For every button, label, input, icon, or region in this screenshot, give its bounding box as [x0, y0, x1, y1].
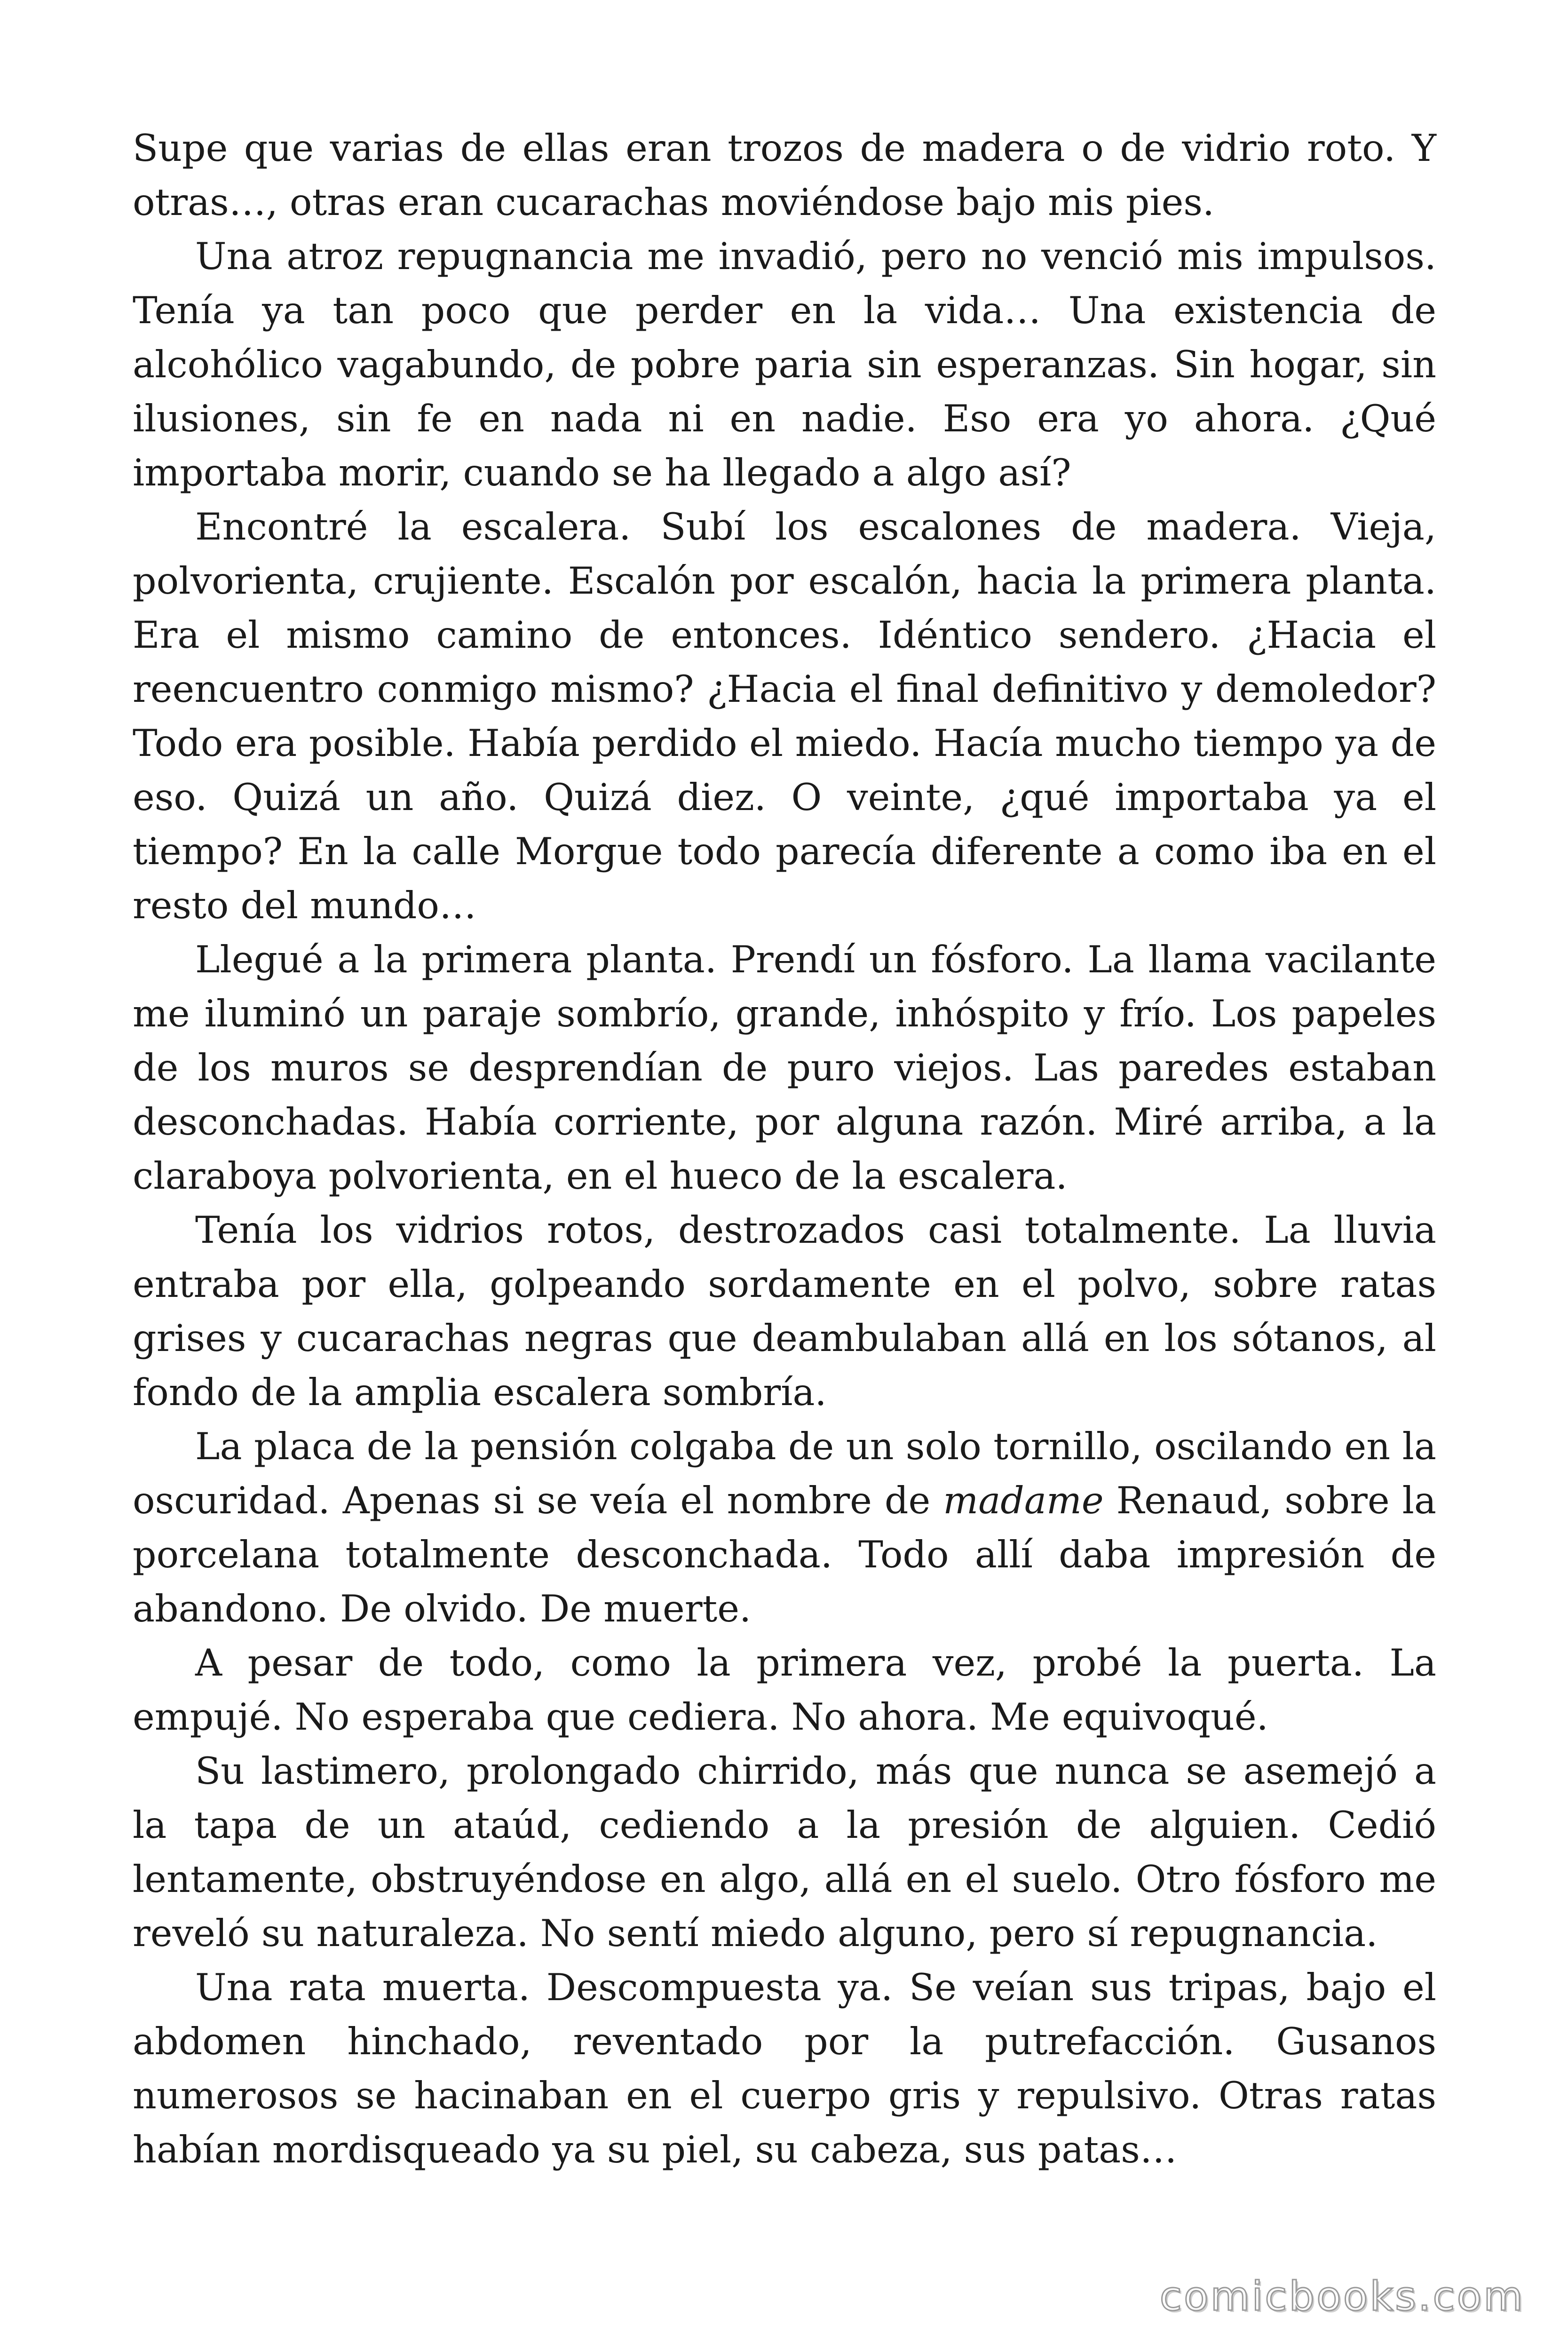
paragraph-8: Su lastimero, prolongado chirrido, más que nunca se asemejó a la tapa de un ataúd, cediendo a la presión de alguien. Cedió lentamente, obstruyéndose en algo, allá en el suelo. Otro fósforo me reveló su naturaleza. No sentí miedo alguno, pero sí repugnancia.: [133, 1749, 1436, 1955]
paragraph-2: Una atroz repugnancia me invadió, pero no venció mis impulsos. Tenía ya tan poco que perder en la vida… Una existencia de alcohólico vagabundo, de pobre paria sin esperanzas. Sin hogar, sin ilusiones, sin fe en nada ni en nadie. Eso era yo ahora. ¿Qué importaba morir, cuando se ha llegado a algo así?: [133, 235, 1436, 494]
paragraph-6-text-before: La placa de la pensión colgaba de un solo tornillo, oscilando en la oscuridad. Apenas si se veía el nombre de: [133, 1425, 1436, 1522]
paragraph-9: Una rata muerta. Descompuesta ya. Se veían sus tripas, bajo el abdomen hinchado, reventado por la putrefacción. Gusanos numerosos se hacinaban en el cuerpo gris y repulsivo. Otras ratas habían mordisqueado ya su piel, su cabeza, sus patas…: [133, 1966, 1436, 2171]
paragraph-6-emphasis: madame: [943, 1479, 1104, 1522]
paragraph-6-text-after: Renaud, sobre la porcelana totalmente desconchada. Todo allí daba impresión de abandono. De olvido. De muerte.: [133, 1479, 1437, 1630]
paragraph-1: Supe que varias de ellas eran trozos de madera o de vidrio roto. Y otras…, otras eran cucarachas moviéndose bajo mis pies.: [133, 127, 1436, 224]
paragraph-3: Encontré la escalera. Subí los escalones de madera. Vieja, polvorienta, crujiente. Escalón por escalón, hacia la primera planta. Era el mismo camino de entonces. Idéntico sendero. ¿Hacia el reencuentro conmigo mismo? ¿Hacia el final definitivo y demoledor? Todo era posible. Había perdido el miedo. Hacía mucho tiempo ya de eso. Quizá un año. Quizá diez. O veinte, ¿qué importaba ya el tiempo? En la calle Morgue todo parecía diferente a como iba en el resto del mundo…: [133, 505, 1436, 927]
paragraph-6: [133, 1420, 1436, 1636]
paragraph-5: Tenía los vidrios rotos, destrozados casi totalmente. La lluvia entraba por ella, golpeando sordamente en el polvo, sobre ratas grises y cucarachas negras que deambulaban allá en los sótanos, al fondo de la amplia escalera sombría.: [133, 1208, 1436, 1414]
page-text: [133, 121, 1436, 2177]
paragraph-4: Llegué a la primera planta. Prendí un fósforo. La llama vacilante me iluminó un paraje sombrío, grande, inhóspito y frío. Los papeles de los muros se desprendían de puro viejos. Las paredes estaban desconchadas. Había corriente, por alguna razón. Miré arriba, a la claraboya polvorienta, en el hueco de la escalera.: [133, 938, 1436, 1198]
watermark: comicbooks.com: [1159, 2273, 1525, 2320]
paragraph-7: A pesar de todo, como la primera vez, probé la puerta. La empujé. No esperaba que cediera. No ahora. Me equivoqué.: [133, 1641, 1436, 1739]
